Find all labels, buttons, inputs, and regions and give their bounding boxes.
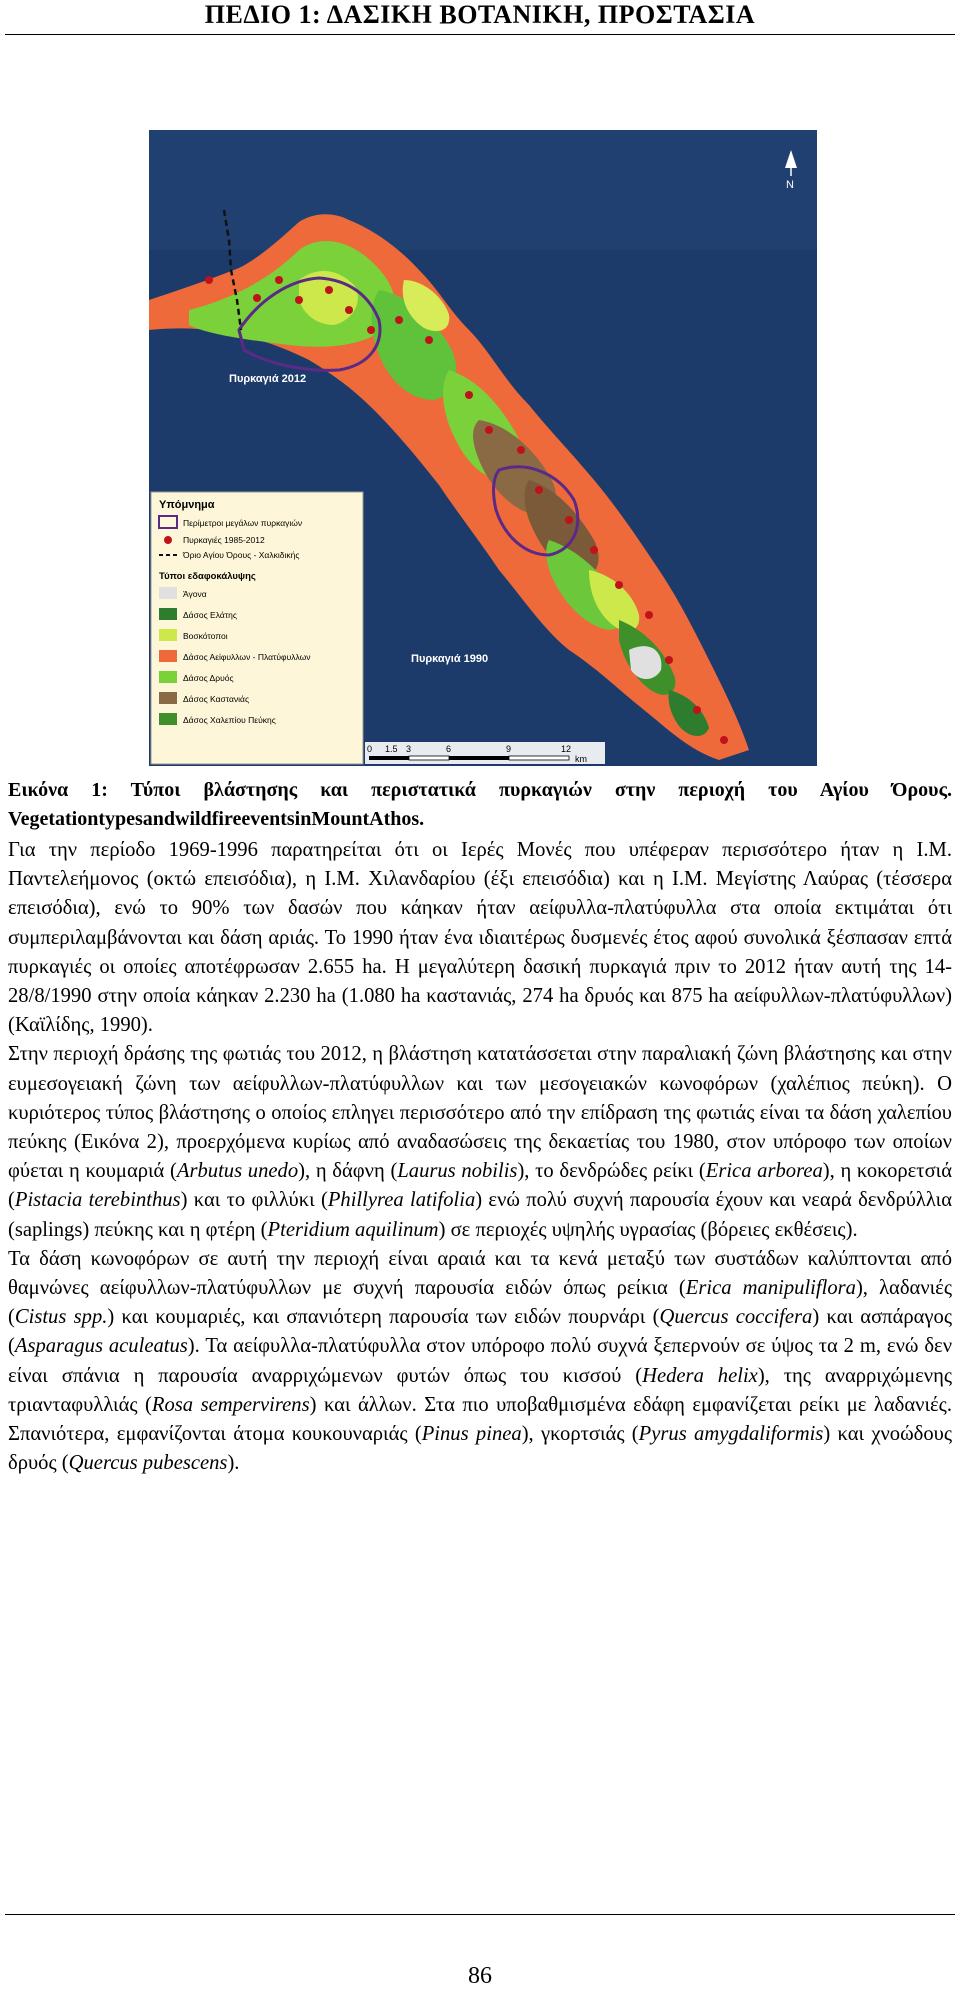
- species-name: Pteridium aquilinum: [267, 1218, 439, 1241]
- fire-2012-label: Πυρκαγιά 2012: [229, 373, 307, 385]
- fire-1990-label: Πυρκαγιά 1990: [411, 653, 489, 665]
- species-name: Cistus spp.: [14, 1306, 108, 1329]
- fire-marker: [395, 316, 403, 324]
- legend-item: Περίμετροι μεγάλων πυρκαγιών: [183, 518, 303, 528]
- legend-item: Όριο Αγίου Όρους - Χαλκιδικής: [183, 550, 300, 560]
- text-run: Τα δάση κωνοφόρων σε αυτή την περιοχή είναι αραιά και τα κενά μεταξύ των συστάδων καλύπτονται από θαμνώνες αείφυλλων-πλατύφυλλων με συχνή παρουσία ειδών όπως ρείκια (: [8, 1247, 952, 1300]
- text-run: ) και το φιλλύκι (: [180, 1189, 328, 1212]
- fire-marker: [517, 446, 525, 454]
- fire-marker: [485, 426, 493, 434]
- text-run: ), το δενδρώδες ρείκι (: [517, 1160, 706, 1183]
- fire-marker: [367, 326, 375, 334]
- fire-marker: [590, 546, 598, 554]
- legend-item: Πυρκαγιές 1985-2012: [183, 535, 265, 545]
- fire-marker: [253, 294, 261, 302]
- text-run: ).: [227, 1452, 240, 1475]
- scale-tick: 3: [406, 744, 412, 754]
- fire-marker: [720, 736, 728, 744]
- fire-marker: [425, 336, 433, 344]
- text-run: ), λαδανιές (: [8, 1277, 952, 1329]
- text-run: ), γκορτσιάς (: [521, 1423, 639, 1446]
- text-run: Στην περιοχή δράσης της φωτιάς του 2012, η βλάστηση κατατάσσεται στην παραλιακή ζώνη βλάστησης και στην ευμεσογειακή ζώνη των αείφυλλων-πλατύφυλλων και των μεσογειακών κωνοφόρων (χαλέπιος πεύκη). Ο κυριότερος τύπος βλάστησης ο οποίος επληγει περισσότερο από την επίδραση της φωτιάς είναι τα δάση χαλεπίου πεύκης (Εικόνα 2), προερχόμενα κυρίως από αναδασώσεις της δεκαετίας του 1980, στον υπόροφο των οποίων φύεται η κουμαριά (: [8, 1043, 952, 1183]
- north-label: N: [786, 179, 794, 191]
- text-run: ) ενώ πολύ συχνή παρουσία έχουν και νεαρά δενδρύλλια (saplings) πεύκης και η φτέρη (: [8, 1189, 952, 1241]
- species-name: Rosa sempervirens: [151, 1393, 310, 1416]
- legend-title: Υπόμνημα: [159, 499, 215, 511]
- species-name: Phillyrea latifolia: [327, 1189, 476, 1212]
- paragraph-3: [8, 1245, 952, 1479]
- body-text: [8, 836, 952, 1478]
- text-run: ) και άλλων. Στα πιο υποβαθμισμένα εδάφη εμφανίζεται ρείκι με λαδανιές. Σπανιότερα, εμφανίζονται άτομα κουκουναριάς (: [8, 1393, 952, 1446]
- fire-marker: [205, 276, 213, 284]
- species-name: Pinus pinea: [421, 1423, 522, 1446]
- species-name: Arbutus unedo: [176, 1160, 299, 1183]
- paragraph-1: Για την περίοδο 1969-1996 παρατηρείται ότι οι Ιερές Μονές που υπέφεραν περισσότερο ήταν η Ι.Μ. Παντελεήμονος (οκτώ επεισόδια), η Ι.Μ. Χιλανδαρίου (έξι επεισόδια) και η Ι.Μ. Μεγίστης Λαύρας (τέσσερα επεισόδια), ενώ το 90% των δασών που κάηκαν ήταν αείφυλλα-πλατύφυλλα στα οποία εκτιμάται ότι συμπεριλαμβάνονται και δάση αριάς. Το 1990 ήταν ένα ιδιαιτέρως δυσμενές έτος αφού συνολικά ξέσπασαν επτά πυρκαγιές οι οποίες αποτέφρωσαν 2.655 ha. Η μεγαλύτερη δασική πυρκαγιά πριν το 2012 ήταν αυτή της 14-28/8/1990 στην οποία κάηκαν 2.230 ha (1.080 ha καστανιάς, 274 ha δρυός και 875 ha αείφυλλων-πλατύφυλλων) (Καϊλίδης, 1990).: [8, 839, 952, 1037]
- map-svg: [149, 130, 817, 766]
- fire-marker: [693, 706, 701, 714]
- scale-tick: 12: [561, 744, 572, 754]
- scale-unit: km: [575, 754, 587, 764]
- species-name: Erica manipuliflora: [685, 1277, 856, 1300]
- text-run: ), η κοκορετσιά (: [8, 1160, 953, 1212]
- scale-tick: 0: [367, 744, 373, 754]
- fire-marker: [535, 486, 543, 494]
- figure-caption: Εικόνα 1: Τύποι βλάστησης και περιστατικά πυρκαγιών στην περιοχή του Αγίου Όρους. VegetationtypesandwildfireeventsinMountAthos.: [8, 779, 952, 830]
- sea-shade: [149, 130, 817, 250]
- fire-marker: [665, 656, 673, 664]
- text-run: ) σε περιοχές υψηλής υγρασίας (βόρειες εκθέσεις).: [438, 1218, 858, 1241]
- map-legend: [151, 492, 363, 764]
- text-run: ) και κουμαριές, και σπανιότερη παρουσία των ειδών πουρνάρι (: [107, 1306, 660, 1329]
- header-divider: [5, 34, 955, 35]
- species-name: Pistacia terebinthus: [14, 1189, 181, 1212]
- paragraph-2: [8, 1040, 952, 1244]
- fire-marker: [615, 581, 623, 589]
- fire-marker: [565, 516, 573, 524]
- scale-bar: [365, 742, 605, 764]
- species-name: Asparagus aculeatus: [14, 1335, 188, 1358]
- fire-marker: [645, 611, 653, 619]
- legend-cover-item: Δάσος Αείφυλλων - Πλατύφυλλων: [183, 652, 311, 662]
- species-name: Hedera helix: [642, 1364, 758, 1387]
- vegetation-fire-map: [149, 130, 817, 766]
- fire-marker: [275, 276, 283, 284]
- fire-marker: [295, 296, 303, 304]
- text-run: ), της αναρριχώμενης τριανταφυλλιάς (: [8, 1364, 952, 1416]
- species-name: Quercus pubescens: [68, 1452, 228, 1475]
- species-name: Quercus coccifera: [659, 1306, 813, 1329]
- text-run: ), η δάφνη (: [298, 1160, 398, 1183]
- legend-cover-item: Άγονα: [183, 589, 207, 599]
- text-run: ). Τα αείφυλλα-πλατύφυλλα στον υπόροφο πολύ συχνά ξεπερνούν σε ύψος τα 2 m, ενώ δεν είναι σπάνια η παρουσία αναρριχώμενων φυτών όπως του κισσού (: [8, 1335, 953, 1387]
- species-name: Laurus nobilis: [397, 1160, 518, 1183]
- species-name: Pyrus amygdaliformis: [638, 1423, 824, 1446]
- scale-tick: 1.5: [385, 744, 398, 754]
- legend-cover-item: Βοσκότοποι: [183, 631, 228, 641]
- page-header-title: ΠΕΔΙΟ 1: ΔΑΣΙΚΗ ΒΟΤΑΝΙΚΗ, ΠΡΟΣΤΑΣΙΑ: [204, 0, 756, 29]
- legend-cover-item: Δάσος Χαλεπίου Πεύκης: [183, 715, 276, 725]
- fire-marker: [465, 391, 473, 399]
- text-run: ) και ασπάραγος (: [8, 1306, 952, 1358]
- species-name: Erica arborea: [705, 1160, 823, 1183]
- page-number: 86: [468, 1963, 492, 1989]
- scale-tick: 9: [506, 744, 512, 754]
- legend-cover-item: Δάσος Δρυός: [183, 673, 234, 683]
- footer-divider: [5, 1914, 955, 1915]
- scale-tick: 6: [446, 744, 452, 754]
- fire-marker: [345, 306, 353, 314]
- legend-cover-item: Δάσος Καστανιάς: [183, 694, 250, 704]
- legend-cover-title: Τύποι εδαφοκάλυψης: [159, 571, 256, 582]
- text-run: ) και χνοώδους δρυός (: [8, 1423, 953, 1475]
- legend-cover-item: Δάσος Ελάτης: [183, 610, 237, 620]
- fire-marker: [325, 286, 333, 294]
